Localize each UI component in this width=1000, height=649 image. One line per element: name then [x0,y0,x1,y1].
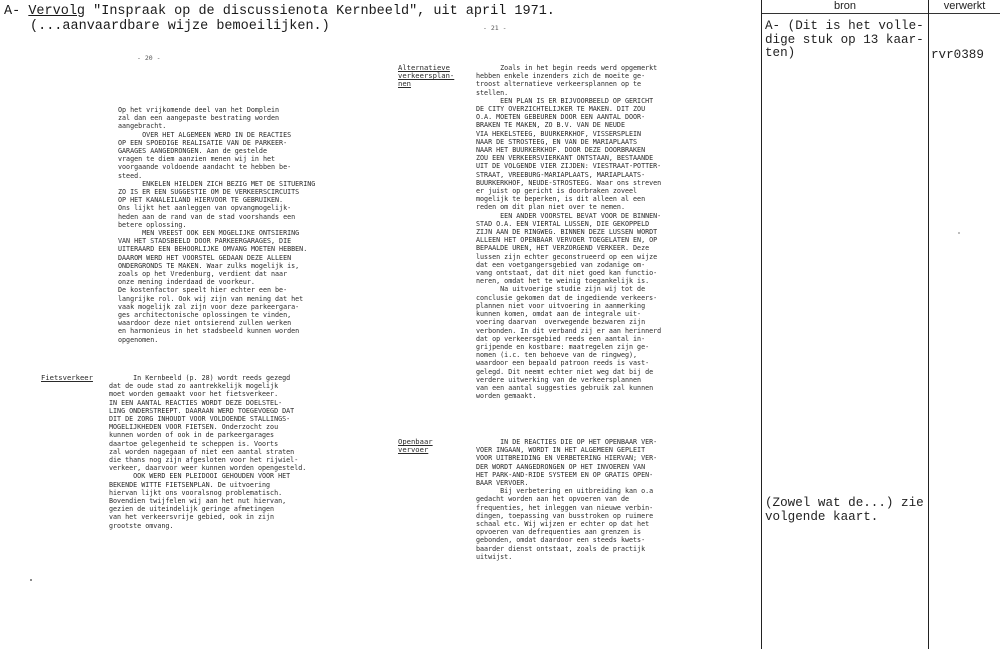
column-header-bron: bron [762,0,928,14]
scan-speck [958,232,960,234]
column-header-verwerkt: verwerkt [929,0,1000,14]
scan-speck [30,579,32,581]
continuation-note: (Zowel wat de...) zie volgende kaart. [765,496,924,524]
heading-openbaar-vervoer: Openbaar vervoer [398,437,433,454]
left-page-body: Op het vrijkomende deel van het Domplein zal dan een aangepaste bestrating worden aangebracht. OVER HET ALGEMEEN WERD IN DE REACTIES OP EEN SPOEDIGE REALISATIE VAN DE PARKEER- GARAGES AANGEDRONGEN. Aan de gestelde vragen te diem aanzien menen wij in het voorgaande voldoende aandacht te hebben be- steed. ENKELEN HIELDEN ZICH BEZIG MET DE SITUERING ZO IS ER EEN SUGGESTIE OM DE VERKEERSCIRCUITS OP HET KANALEILAND HIERVOOR TE GEBRUIKEN. Ons lijkt het aanleggen van opvangmogelijk- heden aan de rand van de stad voorshands een betere oplossing. MEN VREEST OOK EEN MOGELIJKE ONTSIERING VAN HET STADSBEELD DOOR PARKEERGARAGES, DIE UITERAARD EEN BEHOORLIJKE OMVANG MOETEN HEBBEN. DAAROM WERD HET VOORSTEL GEDAAN DEZE ALLEEN ONDERGRONDS TE MAKEN. Waar zulks mogelijk is, zoals op het Vredenburg, verdient dat naar onze mening inderdaad de voorkeur. De kostenfactor speelt hier echter een be- langrijke rol. Ook wij zijn van mening dat het vaak mogelijk zal zijn voor deze parkeergara- ges architectonische oplossingen te vinden, waardoor deze niet ontsierend zullen werken en harmonieus in het stadsbeeld kunnen worden opgenomen. [118,106,316,344]
title-text: "Inspraak op de discussienota Kernbeeld", uit april 1971. [85,4,555,19]
page-number-left: - 20 - [137,54,161,62]
document-title [4,4,555,19]
right-page-body: Zoals in het begin reeds werd opgemerkt hebben enkele inzenders zich de moeite ge- troost alternatieve verkeersplannen op te stellen. EEN PLAN IS ER BIJVOORBEELD OP GERICHT DE CITY OVERZICHTELIJKER TE MAKEN. DIT ZOU O.A. MOETEN GEBEUREN DOOR EEN AANTAL DOOR- BRAKEN TE MAKEN, ZO B.V. VAN DE NEUDE VIA HEKELSTEEG, BUURKERKHOF, VISSERSPLEIN NAAR DE STROSTEEG, EN VAN DE MARIAPLAATS NAAR HET BUURKERKHOF. DOOR DEZE DOORBRAKEN ZOU EEN VERKEERSVIERKANT ONTSTAAN, BESTAANDE UIT DE VOLGENDE VIER ZIJDEN: VIESTRAAT-POTTER- STRAAT, VREEBURG-MARIAPLAATS, MARIAPLAATS- BUURKERKHOF, NEUDE-STROSTEEG. Waar ons streven er juist op gericht is doorbraken zoveel mogelijk te beperken, is dit alleen al een reden om dit plan niet over te nemen. EEN ANDER VOORSTEL BEVAT VOOR DE BINNEN- STAD O.A. EEN VIERTAL LUSSEN, DIE GEKOPPELD ZIJN AAN DE RINGWEG. BINNEN DEZE LUSSEN WORDT ALLEEN HET OPENBAAR VERVOER TOEGELATEN EN, OP BEPAALDE UREN, HET VERZORGEND VERKEER. Deze lussen zijn echter geconstrueerd op een wijze dat een voetgangersgebied van zodanige om- vang ontstaat, dat dit niet goed kan functio- neren, omdat het te weinig toegankelijk is. Na uitvoerige studie zijn wij tot de conclusie gekomen dat de ingediende verkeers- plannen niet voor uitvoering in aanmerking kunnen komen, omdat aan de integrale uit- voering daarvan overwegende bezwaren zijn verbonden. In dit verband zij er aan herinnerd dat op verkeersgebied reeds een aantal in- grijpende en kostbare: maatregelen zijn ge- nomen (i.c. ten behoeve van de ringweg), waardoor een bepaald patroon reeds is vast- gelegd. Dit neemt echter niet weg dat bij de verdere uitwerking van de verkeersplannen van een aantal suggesties gebruik zal kunnen worden gemaakt. [476,64,662,401]
right-page-ov-body: IN DE REACTIES DIE OP HET OPENBAAR VER- VOER INGAAN, WORDT IN HET ALGEMEEN GEPLEIT VOOR UITBREIDING EN VERBETERING HIERVAN; VER- DER WORDT AANGEDRONGEN OP HET INVOEREN VAN HET PARK-AND-RIDE SYSTEEM EN OP GRATIS OPEN- BAAR VERVOER. Bij verbetering en uitbreiding kan o.a gedacht worden aan het opvoeren van de frequenties, het inleggen van nieuwe verbin- dingen, toepassing van busstroken op ruimere schaal etc. Wij wijzen er echter op dat het opvoeren van defrequenties aan grenzen is gebonden, omdat daardoor een steeds kwets- baarder dienst ontstaat, zoals de practijk uitwijst. [476,438,658,561]
panel-divider-middle [928,0,929,649]
panel-divider-left [761,0,762,649]
title-vervolg: Vervolg [28,4,86,19]
archive-code: rvr0389 [931,48,984,62]
title-prefix: A- [4,4,29,19]
page-number-right: - 21 - [483,24,507,32]
document-subtitle: (...aanvaardbare wijze bemoeilijken.) [30,19,330,34]
heading-fietsverkeer: Fietsverkeer [41,373,93,382]
source-note: A- (Dit is het volle- dige stuk op 13 kaar- ten) [765,19,924,60]
heading-alternatieve-verkeersplannen: Alternatieve verkeersplan- nen [398,63,455,88]
left-page-fiets-body: In Kernbeeld (p. 28) wordt reeds gezegd dat de oude stad zo aantrekkelijk mogelijk moet worden gemaakt voor het fietsverkeer. IN EEN AANTAL REACTIES WORDT DEZE DOELSTEL- LING ONDERSTREEPT. DAARAAN WERD TOEGEVOEGD DAT DIT DE ZORG INHOUDT VOOR VOLDOENDE STALLINGS- MOGELIJKHEDEN VOOR FIETSEN. Onderzocht zou kunnen worden of ook in de parkeergarages daartoe gelegenheid te scheppen is. Voorts zal worden nagegaan of niet een aantal straten die thans nog zijn afgesloten voor het rijwiel- verkeer, daarvoor weer kunnen worden opengesteld. OOK WERD EEN PLEIDOOI GEHOUDEN VOOR HET BEKENDE WITTE FIETSENPLAN. De uitvoering hiervan lijkt ons vooralsnog problematisch. Bovendien twijfelen wij aan het nut hiervan, gezien de uiteindelijk geringe afmetingen van het verkeersvrije gebied, ook in zijn grootste omvang. [109,374,307,530]
